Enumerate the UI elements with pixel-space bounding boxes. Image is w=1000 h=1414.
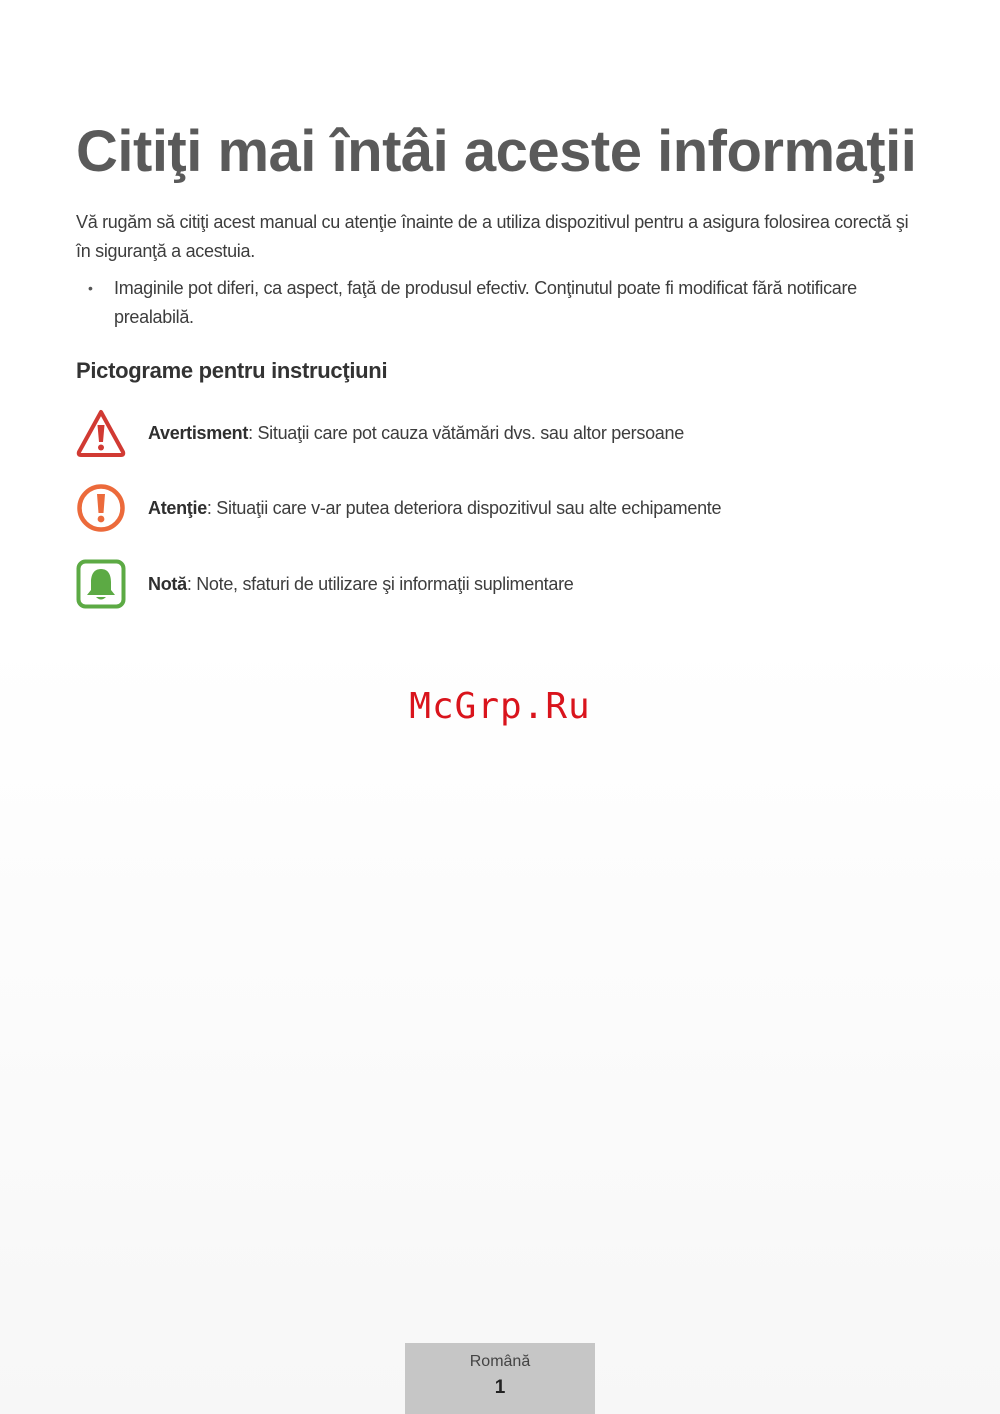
watermark: McGrp.Ru — [409, 686, 591, 727]
bullet-text: Imaginile pot diferi, ca aspect, faţă de produsul efectiv. Conţinutul poate fi modificat fără notificare prealabilă. — [114, 278, 857, 327]
page-number: 1 — [494, 1377, 506, 1398]
bullet-dot-icon: • — [88, 280, 93, 296]
icon-row-note — [76, 559, 573, 609]
page-title: Citiţi mai întâi aceste informaţii — [76, 119, 917, 184]
caution-label: Atenţie — [148, 497, 207, 518]
icon-row-warning — [76, 408, 684, 458]
caution-circle-icon — [76, 483, 126, 533]
caution-text: : Situaţii care v-ar putea deteriora dispozitivul sau alte echipamente — [206, 497, 722, 518]
bullet-list — [76, 274, 926, 332]
bullet-item — [76, 274, 926, 332]
note-bell-icon — [76, 559, 126, 609]
note-label: Notă — [148, 573, 187, 594]
warning-description — [148, 423, 684, 444]
icon-row-caution — [76, 483, 721, 533]
intro-paragraph: Vă rugăm să citiţi acest manual cu atenţie înainte de a utiliza dispozitivul pentru a asigura folosirea corectă şi în siguranţă a acestuia. — [76, 212, 909, 261]
footer-tab — [405, 1343, 595, 1414]
section-heading: Pictograme pentru instrucţiuni — [76, 358, 388, 383]
footer-language: Română — [469, 1353, 531, 1370]
note-text: : Note, sfaturi de utilizare şi informaţii suplimentare — [186, 573, 574, 594]
caution-description — [148, 498, 721, 519]
note-description — [148, 574, 573, 595]
warning-label: Avertisment — [148, 422, 249, 443]
warning-triangle-icon — [76, 408, 126, 458]
warning-text: : Situaţii care pot cauza vătămări dvs. sau altor persoane — [248, 422, 684, 443]
